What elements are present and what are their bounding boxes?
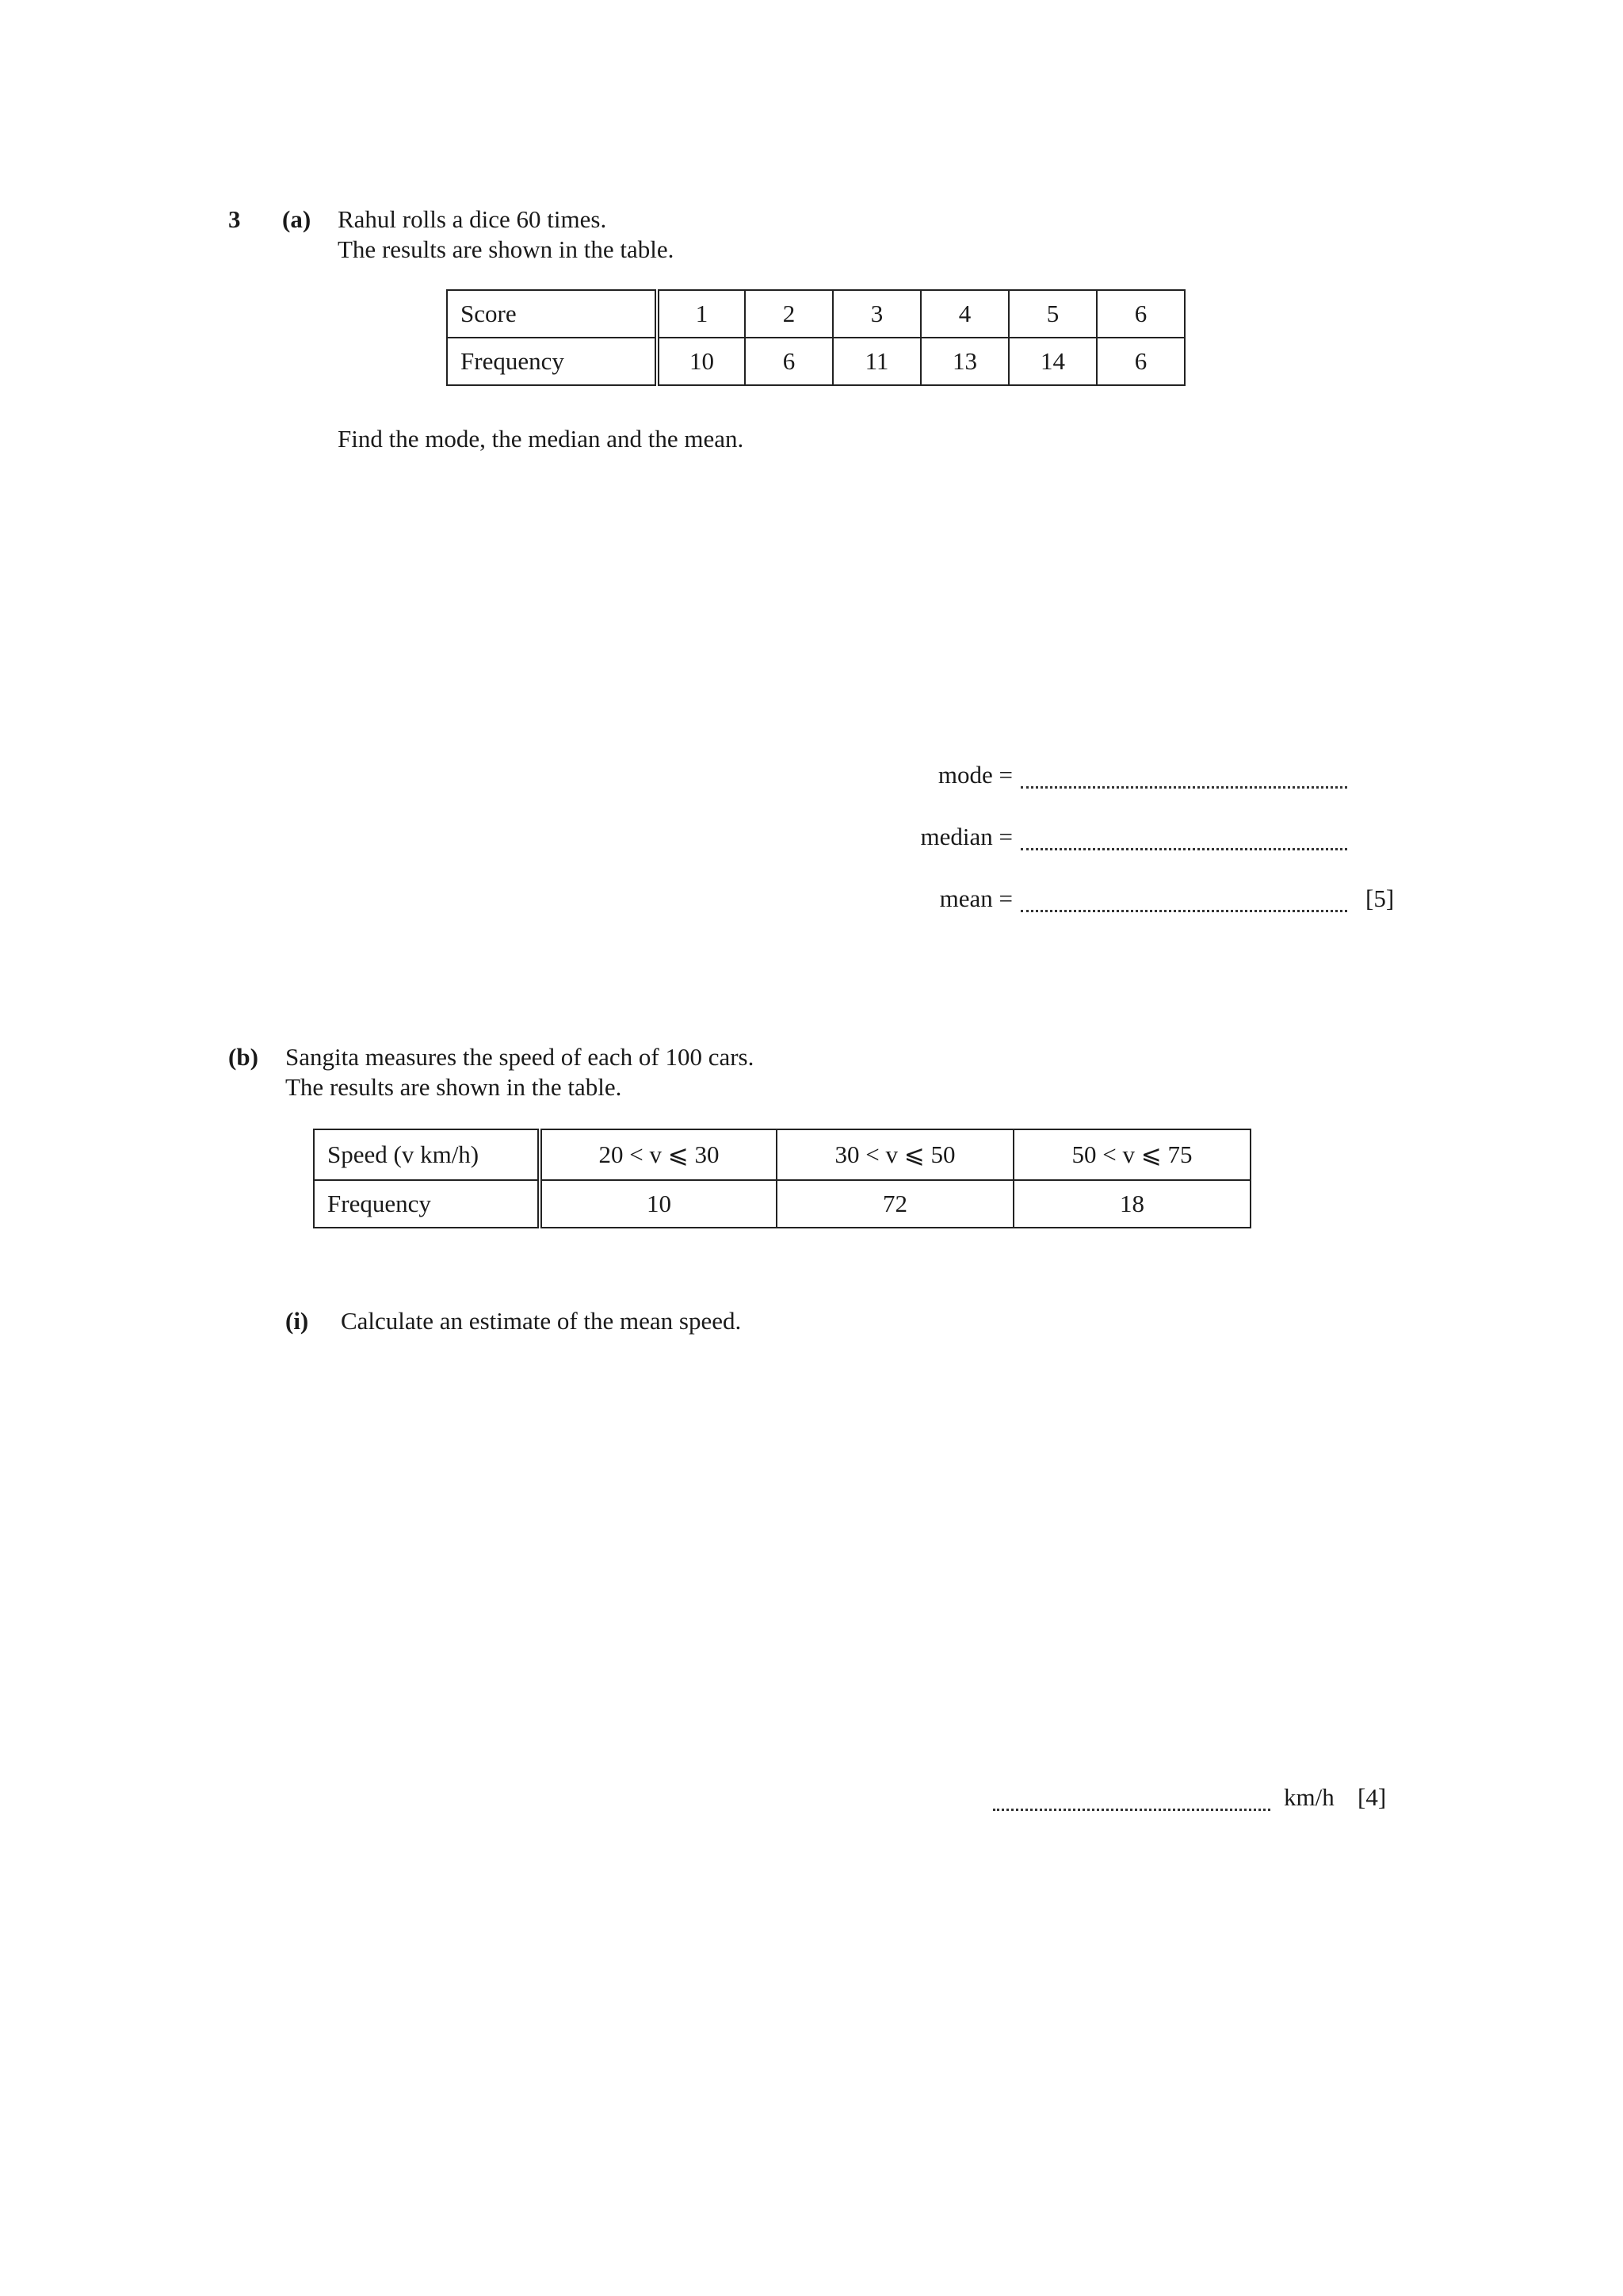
frequency-cell: 10	[657, 338, 745, 385]
speed-frequency-cell: 10	[540, 1180, 777, 1228]
frequency-cell: 6	[1097, 338, 1185, 385]
part-b-i-marks: [4]	[1358, 1783, 1387, 1811]
score-cell: 3	[833, 290, 921, 338]
frequency-cell: 13	[921, 338, 1009, 385]
score-row	[447, 290, 1185, 338]
mean-speed-answer-line[interactable]	[993, 1804, 1270, 1811]
frequency-cell: 14	[1009, 338, 1097, 385]
sub-i-label: (i)	[285, 1307, 309, 1335]
mean-label: mean =	[939, 884, 1013, 912]
score-cell: 2	[745, 290, 833, 338]
speed-frequency-cell: 18	[1014, 1180, 1251, 1228]
speed-frequency-cell: 72	[777, 1180, 1014, 1228]
speed-header-label: Speed (v km/h)	[327, 1140, 479, 1168]
score-cell: 6	[1097, 290, 1185, 338]
frequency-row	[447, 338, 1185, 385]
median-label: median =	[920, 823, 1013, 850]
interval-cell: 20 < v ⩽ 30	[540, 1129, 777, 1180]
speed-header	[314, 1129, 540, 1180]
speed-frequency-header: Frequency	[314, 1180, 540, 1228]
part-a-instruction: Find the mode, the median and the mean.	[338, 425, 744, 453]
question-number: 3	[228, 205, 241, 233]
sub-i-text: Calculate an estimate of the mean speed.	[341, 1307, 742, 1335]
part-a-line1: Rahul rolls a dice 60 times.	[338, 205, 607, 233]
part-a-line2: The results are shown in the table.	[338, 235, 674, 263]
mode-answer-line[interactable]	[1021, 781, 1347, 789]
dice-results-table	[446, 289, 1186, 386]
score-cell: 4	[921, 290, 1009, 338]
frequency-header: Frequency	[447, 338, 657, 385]
score-cell: 1	[657, 290, 745, 338]
mode-label: mode =	[938, 761, 1013, 789]
part-a-label: (a)	[282, 205, 311, 233]
speed-unit: km/h	[1284, 1783, 1335, 1811]
speed-row	[314, 1129, 1251, 1180]
frequency-cell: 11	[833, 338, 921, 385]
speed-frequency-row	[314, 1180, 1251, 1228]
frequency-cell: 6	[745, 338, 833, 385]
score-header: Score	[447, 290, 657, 338]
mean-answer-line[interactable]	[1021, 905, 1347, 912]
part-a-marks: [5]	[1365, 884, 1395, 912]
interval-cell: 50 < v ⩽ 75	[1014, 1129, 1251, 1180]
median-answer-line[interactable]	[1021, 843, 1347, 850]
part-b-label: (b)	[228, 1043, 258, 1071]
score-cell: 5	[1009, 290, 1097, 338]
interval-cell: 30 < v ⩽ 50	[777, 1129, 1014, 1180]
part-b-line1: Sangita measures the speed of each of 100 cars.	[285, 1043, 754, 1071]
speed-results-table	[313, 1129, 1251, 1228]
part-b-line2: The results are shown in the table.	[285, 1073, 622, 1101]
